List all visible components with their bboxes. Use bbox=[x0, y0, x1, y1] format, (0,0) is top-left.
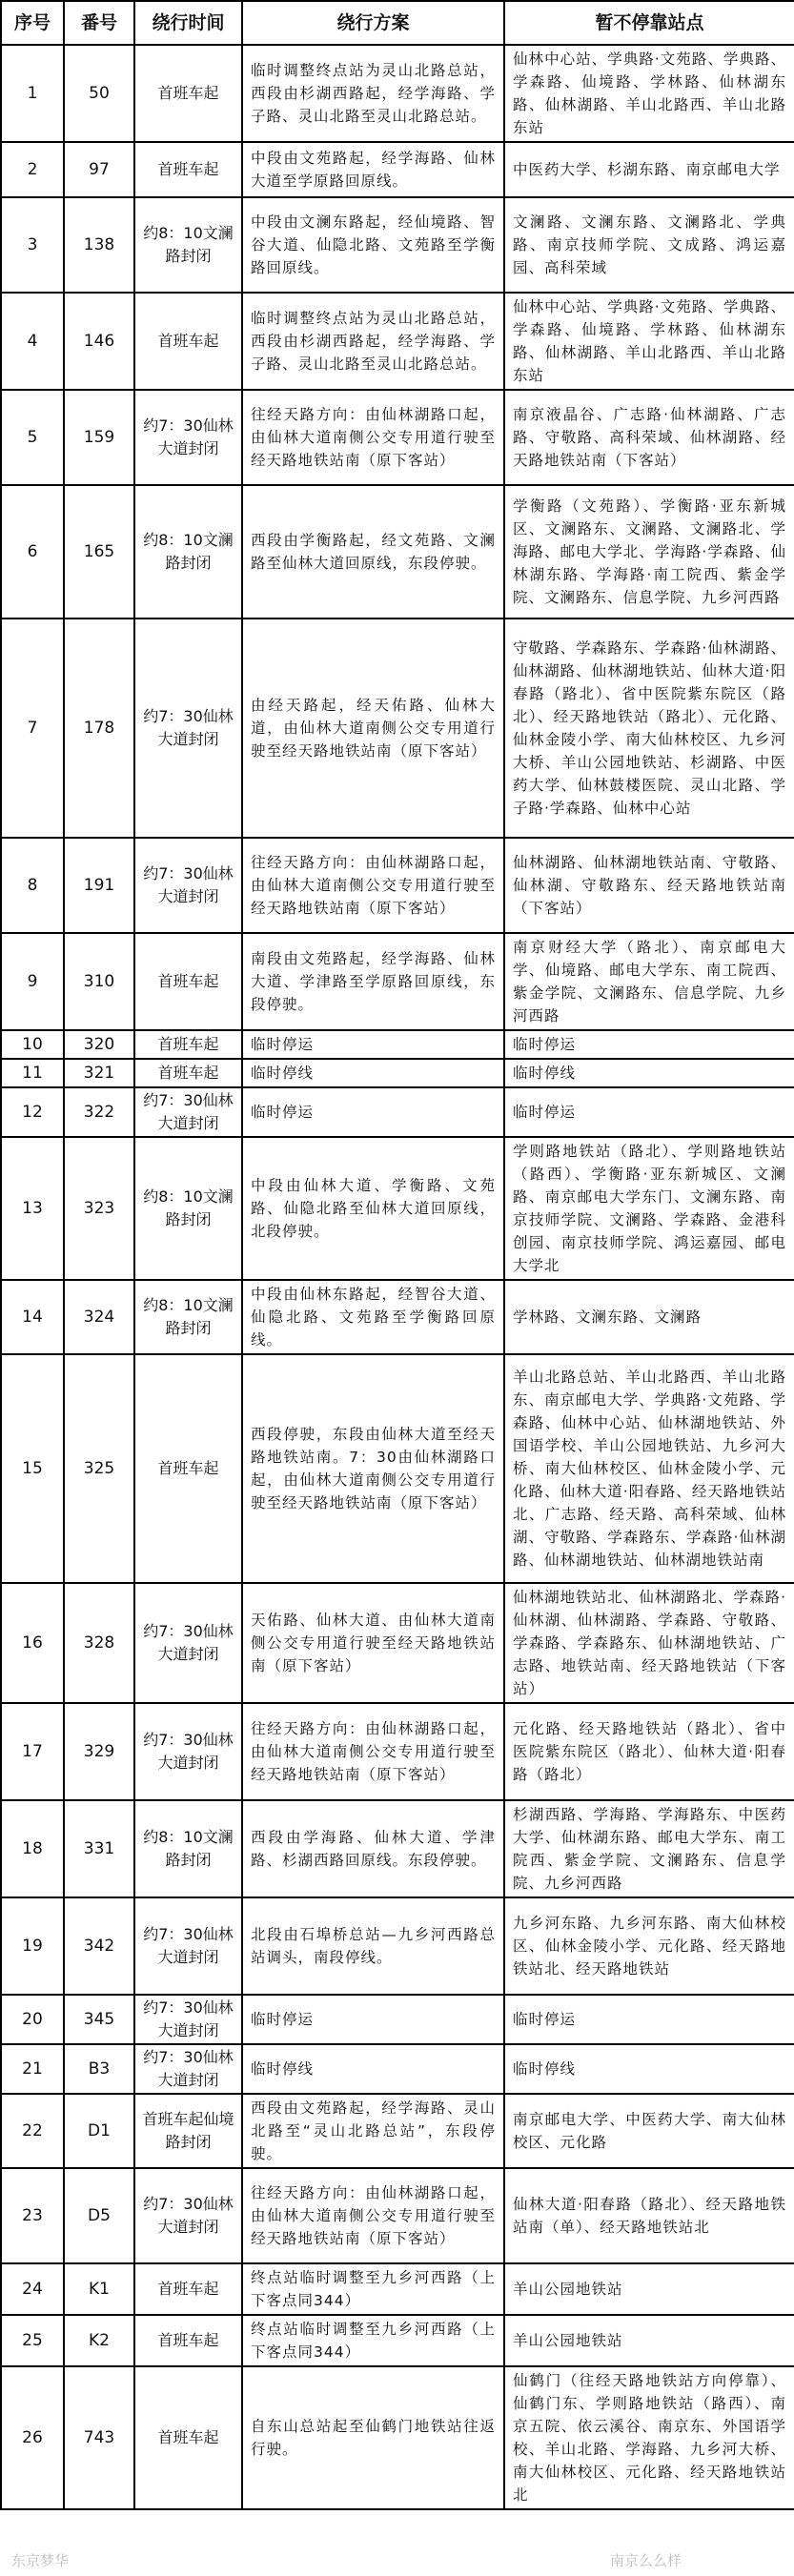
cell-plan: 临时停运 bbox=[242, 1030, 504, 1059]
cell-stops: 学则路地铁站（路北）、学则路地铁站（路西）、学衡路·亚东新城区、文澜路、南京邮电大学东门、文澜东路、南京技师学院、文澜路、学森路、金港科创园、南京技师学院、鸿运嘉园、邮电大学北 bbox=[504, 1137, 794, 1280]
watermark-right: 南京么么样 bbox=[610, 2552, 682, 2569]
cell-stops: 临时停运 bbox=[504, 1995, 794, 2044]
cell-seq: 22 bbox=[1, 2094, 64, 2168]
table-row bbox=[1, 485, 794, 619]
table-row bbox=[1, 1800, 794, 1897]
cell-stops: 仙林中心站、学典路·文苑路、学典路、学森路、仙境路、学林路、仙林湖东路、仙林湖路、羊山北路西、羊山北路东站 bbox=[504, 293, 794, 390]
cell-stops: 仙林中心站、学典路·文苑路、学典路、学森路、仙境路、学林路、仙林湖东路、仙林湖路、羊山北路西、羊山北路东站 bbox=[504, 45, 794, 142]
cell-time: 首班车起 bbox=[134, 2366, 242, 2509]
table-row bbox=[1, 2366, 794, 2509]
cell-no: 321 bbox=[64, 1059, 134, 1087]
table-row bbox=[1, 293, 794, 390]
cell-stops: 九乡河东路、九乡河东路、南大仙林校区、仙林金陵小学、元化路、经天路地铁站北、经天路地铁站 bbox=[504, 1897, 794, 1995]
cell-no: 310 bbox=[64, 933, 134, 1030]
cell-time: 约8：10文澜路封闭 bbox=[134, 1137, 242, 1280]
table-row bbox=[1, 45, 794, 142]
table-row bbox=[1, 142, 794, 197]
cell-no: 323 bbox=[64, 1137, 134, 1280]
cell-time: 首班车起 bbox=[134, 1030, 242, 1059]
header-seq: 序号 bbox=[1, 1, 64, 45]
table-row bbox=[1, 2263, 794, 2315]
cell-plan: 中段由文苑路起，经学海路、仙林大道至学原路回原线。 bbox=[242, 142, 504, 197]
cell-stops: 南京邮电大学、中医药大学、南大仙林校区、元化路 bbox=[504, 2094, 794, 2168]
header-stops: 暂不停靠站点 bbox=[504, 1, 794, 45]
cell-stops: 仙林大道·阳春路（路北）、经天路地铁站南（单）、经天路地铁站北 bbox=[504, 2168, 794, 2263]
cell-no: 146 bbox=[64, 293, 134, 390]
cell-stops: 中医药大学、杉湖东路、南京邮电大学 bbox=[504, 142, 794, 197]
header-plan: 绕行方案 bbox=[242, 1, 504, 45]
cell-stops: 临时停线 bbox=[504, 1059, 794, 1087]
table-row bbox=[1, 1059, 794, 1087]
cell-plan: 临时停运 bbox=[242, 1087, 504, 1137]
cell-stops: 杉湖西路、学海路、学海路东、中医药大学、仙林湖东路、邮电大学东、南工院西、紫金学院、文澜路东、信息学院、九乡河西路 bbox=[504, 1800, 794, 1897]
header-no: 番号 bbox=[64, 1, 134, 45]
cell-no: 322 bbox=[64, 1087, 134, 1137]
cell-no: 331 bbox=[64, 1800, 134, 1897]
cell-stops: 临时停线 bbox=[504, 2044, 794, 2094]
cell-seq: 26 bbox=[1, 2366, 64, 2509]
cell-no: 345 bbox=[64, 1995, 134, 2044]
cell-time: 首班车起 bbox=[134, 293, 242, 390]
cell-seq: 16 bbox=[1, 1583, 64, 1703]
cell-time: 首班车起 bbox=[134, 1059, 242, 1087]
table-row bbox=[1, 1897, 794, 1995]
cell-seq: 25 bbox=[1, 2315, 64, 2366]
cell-plan: 西段停驶，东段由仙林大道至经天路地铁站南。7：30由仙林湖路口起，由仙林大道南侧公交专用道行驶至经天路地铁站南（原下客站） bbox=[242, 1354, 504, 1583]
cell-plan: 中段由仙林东路起，经智谷大道、仙隐北路、文苑路至学衡路回原线。 bbox=[242, 1280, 504, 1354]
cell-stops: 羊山公园地铁站 bbox=[504, 2315, 794, 2366]
cell-no: 743 bbox=[64, 2366, 134, 2509]
cell-plan: 西段由文苑路起，经学海路、灵山北路至“灵山北路总站”，东段停驶。 bbox=[242, 2094, 504, 2168]
table-row bbox=[1, 2315, 794, 2366]
cell-plan: 往经天路方向：由仙林湖路口起，由仙林大道南侧公交专用道行驶至经天路地铁站南（原下客站） bbox=[242, 838, 504, 933]
cell-plan: 往经天路方向：由仙林湖路口起，由仙林大道南侧公交专用道行驶至经天路地铁站南（原下客站） bbox=[242, 390, 504, 485]
cell-plan: 临时调整终点站为灵山北路总站，西段由杉湖西路起，经学海路、学子路、灵山北路至灵山北路总站。 bbox=[242, 45, 504, 142]
table-row bbox=[1, 619, 794, 838]
header-row bbox=[1, 1, 794, 45]
cell-time: 首班车起 bbox=[134, 45, 242, 142]
cell-plan: 临时停线 bbox=[242, 1059, 504, 1087]
cell-time: 约7：30仙林大道封闭 bbox=[134, 1583, 242, 1703]
cell-stops: 临时停运 bbox=[504, 1030, 794, 1059]
cell-seq: 9 bbox=[1, 933, 64, 1030]
cell-plan: 临时停线 bbox=[242, 2044, 504, 2094]
table-row bbox=[1, 1137, 794, 1280]
cell-no: 191 bbox=[64, 838, 134, 933]
cell-plan: 西段由学衡路起，经文苑路、文澜路至仙林大道回原线，东段停驶。 bbox=[242, 485, 504, 619]
cell-stops: 学衡路（文苑路）、学衡路·亚东新城区、文澜路东、文澜路、文澜路北、学海路、邮电大学北、学海路·学森路、仙林湖东路、学海路·南工院西、紫金学院、文澜路东、信息学院、九乡河西路 bbox=[504, 485, 794, 619]
cell-no: 329 bbox=[64, 1703, 134, 1800]
cell-no: 342 bbox=[64, 1897, 134, 1995]
cell-no: 138 bbox=[64, 197, 134, 293]
cell-seq: 7 bbox=[1, 619, 64, 838]
table-row bbox=[1, 2094, 794, 2168]
cell-no: 50 bbox=[64, 45, 134, 142]
cell-plan: 西段由学海路、仙林大道、学津路、杉湖西路回原线。东段停驶。 bbox=[242, 1800, 504, 1897]
table-row bbox=[1, 1995, 794, 2044]
cell-stops: 南京财经大学（路北）、南京邮电大学、仙境路、邮电大学东、南工院西、紫金学院、文澜路东、信息学院、九乡河西路 bbox=[504, 933, 794, 1030]
cell-plan: 南段由文苑路起，经学海路、仙林大道、学津路至学原路回原线，东段停驶。 bbox=[242, 933, 504, 1030]
cell-stops: 仙林湖路、仙林湖地铁站南、守敬路、仙林湖、守敬路东、经天路地铁站南（下客站） bbox=[504, 838, 794, 933]
cell-stops: 临时停运 bbox=[504, 1087, 794, 1137]
cell-seq: 11 bbox=[1, 1059, 64, 1087]
cell-no: 325 bbox=[64, 1354, 134, 1583]
table-row bbox=[1, 933, 794, 1030]
cell-stops: 学林路、文澜东路、文澜路 bbox=[504, 1280, 794, 1354]
cell-time: 约7：30仙林大道封闭 bbox=[134, 2168, 242, 2263]
table-row bbox=[1, 2168, 794, 2263]
watermark-left: 东京梦华 bbox=[11, 2552, 70, 2569]
cell-seq: 4 bbox=[1, 293, 64, 390]
cell-plan: 临时调整终点站为灵山北路总站，西段由杉湖西路起，经学海路、学子路、灵山北路至灵山北路总站。 bbox=[242, 293, 504, 390]
table-row bbox=[1, 1030, 794, 1059]
table-row bbox=[1, 1280, 794, 1354]
cell-no: 97 bbox=[64, 142, 134, 197]
cell-time: 首班车起 bbox=[134, 2315, 242, 2366]
cell-stops: 元化路、经天路地铁站（路北）、省中医院紫东院区（路北）、仙林大道·阳春路（路北） bbox=[504, 1703, 794, 1800]
cell-no: 178 bbox=[64, 619, 134, 838]
cell-seq: 6 bbox=[1, 485, 64, 619]
cell-no: 159 bbox=[64, 390, 134, 485]
cell-time: 约7：30仙林大道封闭 bbox=[134, 1897, 242, 1995]
cell-time: 首班车起 bbox=[134, 2263, 242, 2315]
table-row bbox=[1, 1087, 794, 1137]
cell-stops: 仙林湖地铁站北、仙林湖路北、学森路·仙林湖、仙林湖路、学森路、守敬路、学森路、学森路东、仙林湖地铁站、广志路、地铁站南、经天路地铁站（下客站） bbox=[504, 1583, 794, 1703]
cell-time: 约7：30仙林大道封闭 bbox=[134, 390, 242, 485]
cell-seq: 14 bbox=[1, 1280, 64, 1354]
cell-plan: 往经天路方向：由仙林湖路口起，由仙林大道南侧公交专用道行驶至经天路地铁站南（原下客站） bbox=[242, 1703, 504, 1800]
cell-time: 约7：30仙林大道封闭 bbox=[134, 1995, 242, 2044]
cell-stops: 仙鹤门（往经天路地铁站方向停靠）、仙鹤门东、学则路地铁站（路西）、南京五院、依云溪谷、南京东、外国语学校、羊山北路、学海路、九乡河大桥、南大仙林校区、元化路、经天路地铁站北 bbox=[504, 2366, 794, 2509]
cell-plan: 中段由仙林大道、学衡路、文苑路、仙隐北路至仙林大道回原线，北段停驶。 bbox=[242, 1137, 504, 1280]
cell-no: K2 bbox=[64, 2315, 134, 2366]
cell-seq: 3 bbox=[1, 197, 64, 293]
cell-no: D1 bbox=[64, 2094, 134, 2168]
table-row bbox=[1, 838, 794, 933]
cell-seq: 24 bbox=[1, 2263, 64, 2315]
cell-time: 约7：30仙林大道封闭 bbox=[134, 838, 242, 933]
cell-time: 约8：10文澜路封闭 bbox=[134, 1800, 242, 1897]
cell-seq: 18 bbox=[1, 1800, 64, 1897]
cell-plan: 终点站临时调整至九乡河西路（上下客点同344） bbox=[242, 2315, 504, 2366]
cell-stops: 文澜路、文澜东路、文澜路北、学典路、南京技师学院、文成路、鸿运嘉园、高科荣域 bbox=[504, 197, 794, 293]
cell-stops: 羊山公园地铁站 bbox=[504, 2263, 794, 2315]
cell-seq: 21 bbox=[1, 2044, 64, 2094]
cell-seq: 12 bbox=[1, 1087, 64, 1137]
table-row bbox=[1, 1703, 794, 1800]
cell-stops: 南京液晶谷、广志路·仙林湖路、广志路、守敬路、高科荣域、仙林湖路、经天路地铁站南（下客站） bbox=[504, 390, 794, 485]
cell-no: 328 bbox=[64, 1583, 134, 1703]
cell-seq: 20 bbox=[1, 1995, 64, 2044]
cell-no: 320 bbox=[64, 1030, 134, 1059]
cell-time: 约8：10文澜路封闭 bbox=[134, 197, 242, 293]
cell-seq: 1 bbox=[1, 45, 64, 142]
cell-plan: 自东山总站起至仙鹤门地铁站往返行驶。 bbox=[242, 2366, 504, 2509]
cell-stops: 守敬路、学森路东、学森路·仙林湖路、仙林湖路、仙林湖地铁站、仙林大道·阳春路（路北）、省中医院紫东院区（路北）、经天路地铁站（路北）、元化路、仙林金陵小学、南大仙林校区、九乡河大桥、羊山公园地铁站、杉湖路、中医药大学、仙林鼓楼医院、灵山北路、学子路·学森路、仙林中心站 bbox=[504, 619, 794, 838]
cell-seq: 15 bbox=[1, 1354, 64, 1583]
cell-seq: 17 bbox=[1, 1703, 64, 1800]
cell-time: 首班车起 bbox=[134, 933, 242, 1030]
cell-plan: 终点站临时调整至九乡河西路（上下客点同344） bbox=[242, 2263, 504, 2315]
cell-time: 首班车起 bbox=[134, 1354, 242, 1583]
cell-no: 165 bbox=[64, 485, 134, 619]
cell-no: B3 bbox=[64, 2044, 134, 2094]
cell-time: 首班车起仙境路封闭 bbox=[134, 2094, 242, 2168]
cell-seq: 23 bbox=[1, 2168, 64, 2263]
cell-stops: 羊山北路总站、羊山北路西、羊山北路东、南京邮电大学、学典路·文苑路、学森路、仙林中心站、仙林湖地铁站、外国语学校、羊山公园地铁站、九乡河大桥、南大仙林校区、仙林金陵小学、元化路、仙林大道·阳春路、经天路地铁站北、广志路、经天路、高科荣域、仙林湖、守敬路、学森路东、学森路·仙林湖路、仙林湖地铁站、仙林湖地铁站南 bbox=[504, 1354, 794, 1583]
cell-seq: 2 bbox=[1, 142, 64, 197]
cell-time: 约7：30仙林大道封闭 bbox=[134, 1087, 242, 1137]
cell-no: 324 bbox=[64, 1280, 134, 1354]
cell-time: 首班车起 bbox=[134, 142, 242, 197]
cell-seq: 13 bbox=[1, 1137, 64, 1280]
cell-plan: 北段由石埠桥总站—九乡河西路总站调头，南段停线。 bbox=[242, 1897, 504, 1995]
table-row bbox=[1, 1583, 794, 1703]
table-row bbox=[1, 1354, 794, 1583]
cell-plan: 天佑路、仙林大道、由仙林大道南侧公交专用道行驶至经天路地铁站南（原下客站） bbox=[242, 1583, 504, 1703]
table-body bbox=[1, 45, 794, 2509]
table-row bbox=[1, 2044, 794, 2094]
cell-plan: 往经天路方向：由仙林湖路口起，由仙林大道南侧公交专用道行驶至经天路地铁站南（原下客站） bbox=[242, 2168, 504, 2263]
cell-no: K1 bbox=[64, 2263, 134, 2315]
table-row bbox=[1, 390, 794, 485]
header-time: 绕行时间 bbox=[134, 1, 242, 45]
table-row bbox=[1, 197, 794, 293]
cell-time: 约8：10文澜路封闭 bbox=[134, 1280, 242, 1354]
cell-time: 约7：30仙林大道封闭 bbox=[134, 619, 242, 838]
cell-seq: 8 bbox=[1, 838, 64, 933]
cell-time: 约7：30仙林大道封闭 bbox=[134, 1703, 242, 1800]
cell-time: 约7：30仙林大道封闭 bbox=[134, 2044, 242, 2094]
cell-seq: 19 bbox=[1, 1897, 64, 1995]
cell-seq: 5 bbox=[1, 390, 64, 485]
cell-plan: 由经天路起，经天佑路、仙林大道，由仙林大道南侧公交专用道行驶至经天路地铁站南（原下客站） bbox=[242, 619, 504, 838]
cell-plan: 中段由文澜东路起，经仙境路、智谷大道、仙隐北路、文苑路至学衡路回原线。 bbox=[242, 197, 504, 293]
cell-no: D5 bbox=[64, 2168, 134, 2263]
cell-time: 约8：10文澜路封闭 bbox=[134, 485, 242, 619]
cell-seq: 10 bbox=[1, 1030, 64, 1059]
cell-plan: 临时停运 bbox=[242, 1995, 504, 2044]
